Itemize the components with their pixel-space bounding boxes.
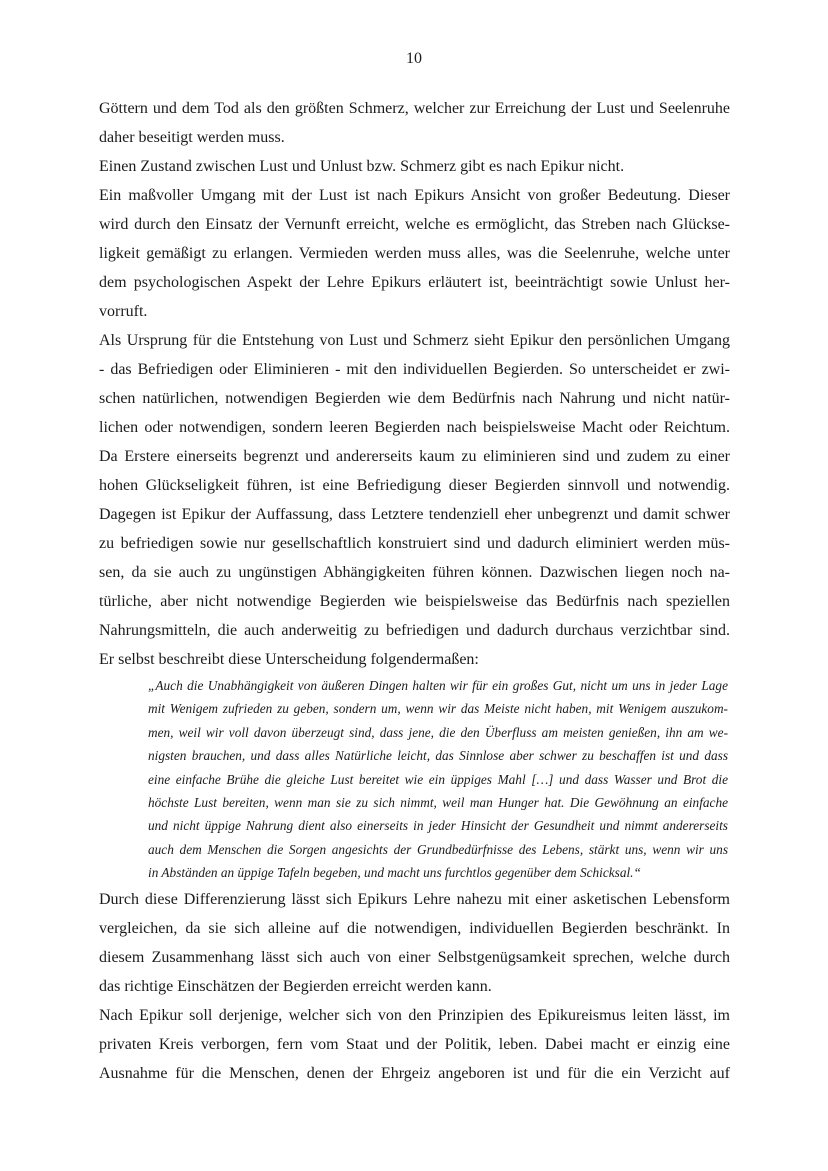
page-number: 10: [406, 50, 422, 67]
paragraph: [99, 885, 730, 1001]
text-line: Er selbst beschreibt diese Unterscheidung folgendermaßen:: [99, 651, 479, 668]
text-line: - das Befriedigen oder Eliminieren - mit den individuellen Begierden. So unterscheidet er zwi-: [99, 361, 730, 378]
paragraph: [99, 181, 730, 326]
text-line: Einen Zustand zwischen Lust und Unlust bzw. Schmerz gibt es nach Epikur nicht.: [99, 158, 625, 175]
quote-line: höchste Lust bereiten, wenn man sie zu sich nimmt, weil man Hunger hat. Die Gewöhnung an einfache: [148, 794, 728, 810]
text-line: dem psychologischen Aspekt der Lehre Epikurs erläutert ist, beeinträchtigt sowie Unlust her-: [99, 274, 730, 291]
text-line: Göttern und dem Tod als den größten Schmerz, welcher zur Erreichung der Lust und Seelenruhe: [99, 100, 730, 117]
text-line: wird durch den Einsatz der Vernunft erreicht, welche es ermöglicht, das Streben nach Glückse-: [99, 216, 730, 233]
text-line: diesem Zusammenhang lässt sich auch von einer Selbstgenügsamkeit sprechen, welche durch: [99, 948, 730, 966]
text-line: schen natürlichen, notwendigen Begierden wie dem Bedürfnis nach Nahrung und nicht natür-: [99, 390, 730, 407]
paragraph: [99, 326, 730, 674]
text-line: Nahrungsmitteln, die auch anderweitig zu befriedigen und dadurch durchaus verzichtbar sind.: [99, 622, 730, 639]
paragraph: [99, 152, 730, 181]
quote-line: eine einfache Brühe die gleiche Lust bereitet wie ein üppiges Mahl […] und dass Wasser und Brot die: [148, 771, 728, 787]
text-line: Ein maßvoller Umgang mit der Lust ist nach Epikurs Ansicht von großer Bedeutung. Dieser: [99, 187, 730, 204]
text-line: Dagegen ist Epikur der Auffassung, dass Letztere tendenziell eher unbegrenzt und damit schwer: [99, 506, 730, 523]
paragraph: [99, 1001, 730, 1088]
text-line: Nach Epikur soll derjenige, welcher sich von den Prinzipien des Epikureismus leiten lässt, im: [99, 1006, 730, 1024]
quote-line: mit Wenigem zufrieden zu geben, sondern um, wenn wir das Meiste nicht haben, mit Wenigem auszukom-: [148, 701, 728, 717]
quote-line: nigsten brauchen, und dass alles Natürliche leicht, das Sinnlose aber schwer zu beschaffen ist und dass: [148, 748, 728, 764]
block-quote: [148, 674, 728, 885]
quote-line: auch dem Menschen die Sorgen angesichts der Grundbedürfnisse des Lebens, stärkt uns, wenn wir uns: [148, 841, 728, 857]
text-line: das richtige Einschätzen der Begierden erreicht werden kann.: [99, 977, 492, 995]
text-line: türliche, aber nicht notwendige Begierden wie beispielsweise das Bedürfnis nach speziellen: [99, 593, 730, 610]
quote-line: in Abständen an üppige Tafeln begeben, und macht uns furchtlos gegenüber dem Schicksal.“: [148, 865, 641, 881]
text-line: vorruft.: [99, 303, 148, 320]
text-line: daher beseitigt werden muss.: [99, 129, 285, 146]
text-line: privaten Kreis verborgen, fern vom Staat und der Politik, leben. Dabei macht er einzig eine: [99, 1035, 730, 1053]
page-body: [99, 94, 730, 1088]
text-line: ligkeit gemäßigt zu erlangen. Vermieden werden muss alles, was die Seelenruhe, welche unter: [99, 245, 730, 262]
text-line: lichen oder notwendigen, sondern leeren Begierden nach beispielsweise Macht oder Reichtum.: [99, 419, 730, 436]
paragraph: [99, 94, 730, 152]
text-line: zu befriedigen sowie nur gesellschaftlich konstruiert sind und dadurch eliminiert werden müs-: [99, 535, 730, 552]
quote-line: „Auch die Unabhängigkeit von äußeren Dingen halten wir für ein großes Gut, nicht um uns in jeder Lage: [148, 678, 728, 693]
quote-line: men, weil wir voll davon überzeugt sind, dass jene, die den Überfluss am meisten genießen, ihn am we-: [148, 724, 728, 740]
text-line: Ausnahme für die Menschen, denen der Ehrgeiz angeboren ist und für die ein Verzicht auf: [99, 1064, 730, 1082]
text-line: hohen Glückseligkeit führen, ist eine Befriedigung dieser Begierden sinnvoll und notwendig.: [99, 477, 730, 494]
text-line: sen, da sie auch zu ungünstigen Abhängigkeiten führen können. Dazwischen liegen noch na-: [99, 564, 730, 581]
text-line: Durch diese Differenzierung lässt sich Epikurs Lehre nahezu mit einer asketischen Lebensform: [99, 890, 730, 908]
quote-line: und nicht üppige Nahrung dient also einerseits in jeder Hinsicht der Gesundheit und nimmt andererseits: [148, 818, 728, 834]
text-line: Da Erstere einerseits begrenzt und andererseits kaum zu eliminieren sind und zudem zu einer: [99, 448, 730, 465]
text-line: vergleichen, da sie sich alleine auf die notwendigen, individuellen Begierden beschränkt. In: [99, 919, 730, 937]
text-line: Als Ursprung für die Entstehung von Lust und Schmerz sieht Epikur den persönlichen Umgang: [99, 332, 730, 349]
